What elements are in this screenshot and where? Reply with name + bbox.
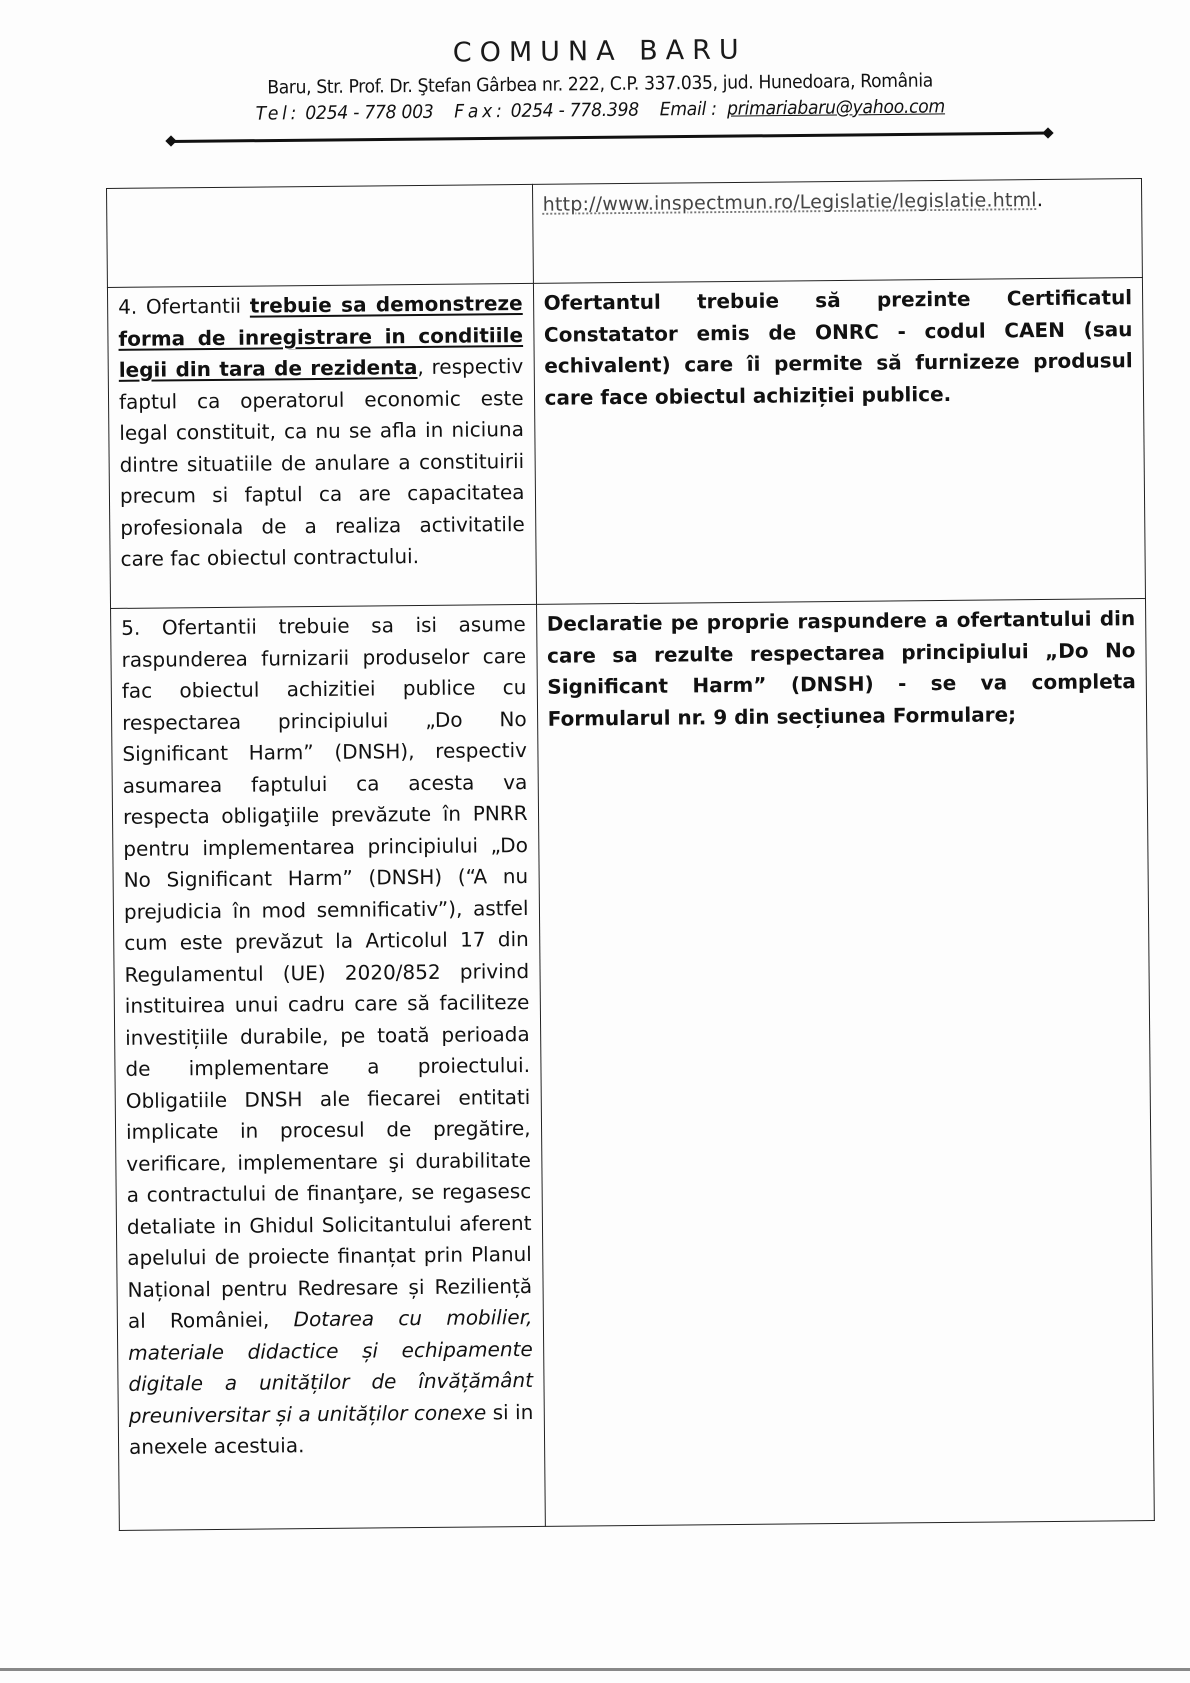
link-trailing-period: . xyxy=(1036,187,1044,212)
requirement-text-segment: si in anexele acestuia. xyxy=(128,1399,534,1459)
evidence-text: Ofertantul trebuie să prezinte Certificatul Constatator emis de ONRC - codul CAEN (sau echivalent) care îi permite să furnizeze produsul care face obiectul achiziției publice. xyxy=(543,285,1133,410)
evidence-text: Declaratie pe proprie raspundere a ofertantului din care sa rezulte respectarea principiului „Do No Significant Harm” (DNSH) - se va completa Formularul nr. 9 din secțiunea Formulare; xyxy=(546,606,1136,731)
evidence-cell xyxy=(533,278,1146,605)
email-label: Email : xyxy=(659,98,717,121)
tel-label: Tel: xyxy=(255,103,301,125)
page-edge xyxy=(0,1668,1190,1671)
fax-label: Fax: xyxy=(454,100,506,123)
table-row xyxy=(111,599,1155,1531)
institution-title: COMUNA BARU xyxy=(452,34,747,69)
requirements-table xyxy=(106,178,1155,1531)
institution-address: Baru, Str. Prof. Dr. Ştefan Gârbea nr. 222, C.P. 337.035, jud. Hunedoara, România xyxy=(267,70,933,99)
requirement-cell xyxy=(111,604,545,1530)
requirement-text-segment: , respectiv faptul ca operatorul economic este legal constituit, ca nu se afla in niciuna dintre situatiile de anulare a constituirii precum si faptul ca are capacitatea profesionala de a realiza activitatile care fac obiectul contractului. xyxy=(118,354,525,571)
header-divider xyxy=(170,132,1050,143)
rule-diamond-right-icon xyxy=(1042,127,1053,138)
evidence-cell xyxy=(536,599,1154,1527)
requirement-cell xyxy=(107,184,533,287)
letterhead xyxy=(150,29,1051,128)
evidence-cell xyxy=(532,179,1142,284)
requirement-text-segment: 4. Ofertantii xyxy=(118,293,250,319)
legislation-link[interactable]: http://www.inspectmun.ro/Legislatie/legislatie.html xyxy=(542,189,1037,216)
requirement-text-segment: 5. Ofertantii trebuie sa isi asume raspunderea furnizarii produselor care fac obiectul achizitiei publice cu respectarea principiului „Do No Significant Harm” (DNSH), respectiv asumarea faptului ca acesta va respecta obligaţiile prevăzute în PNRR pentru implementarea principiului „Do No Significant Harm” (DNSH) (“A nu prejudicia în mod semnificativ”), astfel cum este prevăzut la Articolul 17 din Regulamentul (UE) 2020/852 privind instituirea unui cadru care să faciliteze investițiile durabile, pe toată perioada de implementare a proiectului. Obligatiile DNSH ale fiecarei entitati implicate in procesul de pregătire, verificare, implementare şi durabilitate a contractului de finanţare, se regasesc detaliate in Ghidul Solicitantului aferent apelului de proiecte finanțat prin Planul Național pentru Redresare și Reziliență al României, xyxy=(121,611,533,1333)
table-row xyxy=(107,278,1145,609)
email-link[interactable]: primariabaru@yahoo.com xyxy=(726,96,946,120)
requirement-cell xyxy=(107,283,536,608)
tel-value: 0254 - 778 003 xyxy=(300,101,434,125)
fax-value: 0254 - 778.398 xyxy=(505,99,640,122)
requirement-emphasis: trebuie sa demonstreze forma de inregistrare in conditiile legii din tara de rezidenta xyxy=(118,291,524,382)
table-row xyxy=(107,179,1143,288)
project-title-italic: Dotarea cu mobilier, materiale didactice și echipamente digitale a unităților de învățământ preuniversitar și a unităților conexe xyxy=(128,1304,534,1428)
